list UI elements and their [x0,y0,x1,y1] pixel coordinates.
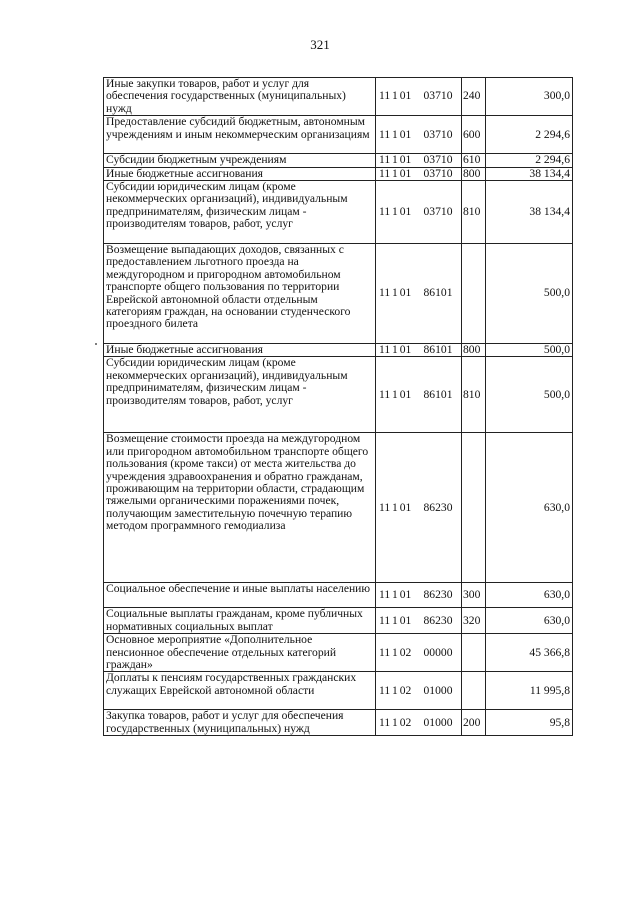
table-row [104,357,573,433]
row-target-code: 03710 [422,181,462,244]
row-amount: 630,0 [486,583,573,608]
table-row [104,167,573,180]
row-target-code: 86101 [422,344,462,357]
row-target-code: 86101 [422,357,462,433]
row-target-code: 86230 [422,583,462,608]
row-expense-type: 800 [462,167,486,180]
row-target-code: 00000 [422,634,462,672]
table-row [104,433,573,583]
row-section-code: 11 1 02 [376,672,422,710]
row-section-code: 11 1 01 [376,116,422,154]
table-row [104,583,573,608]
table-row [104,116,573,154]
row-description: Социальное обеспечение и иные выплаты населению [104,583,376,608]
table-row [104,181,573,244]
row-expense-type [462,634,486,672]
row-expense-type: 810 [462,181,486,244]
row-description: Иные бюджетные ассигнования [104,167,376,180]
row-expense-type: 810 [462,357,486,433]
row-expense-type [462,672,486,710]
row-section-code: 11 1 01 [376,344,422,357]
row-description: Субсидии юридическим лицам (кроме некоммерческих организаций), индивидуальным предпринимателям, физическим лицам - производителям товаров, работ, услуг [104,181,376,244]
row-target-code: 03710 [422,154,462,167]
row-description: Социальные выплаты гражданам, кроме публичных нормативных социальных выплат [104,608,376,634]
row-target-code: 01000 [422,672,462,710]
row-expense-type [462,244,486,344]
row-expense-type: 300 [462,583,486,608]
row-description: Предоставление субсидий бюджетным, автономным учреждениям и иным некоммерческим организациям [104,116,376,154]
table-row [104,244,573,344]
budget-table-body [104,78,573,736]
table-row [104,344,573,357]
row-section-code: 11 1 01 [376,583,422,608]
row-amount: 630,0 [486,433,573,583]
row-section-code: 11 1 01 [376,167,422,180]
row-section-code: 11 1 01 [376,608,422,634]
row-description: Возмещение выпадающих доходов, связанных с предоставлением льготного проезда на междугородном и пригородном автомобильном транспорте общего пользования по территории Еврейской автономной области отдельным категориям граждан, на основании студенческого проездного билета [104,244,376,344]
row-section-code: 11 1 01 [376,181,422,244]
row-section-code: 11 1 02 [376,634,422,672]
row-description: Возмещение стоимости проезда на междугородном или пригородном автомобильном транспорте общего пользования (кроме такси) от места жительства до учреждения здравоохранения и обратно гражданам, проживающим на территории области, страдающим тяжелыми органическими поражениями почек, получающим заместительную почечную терапию методом программного гемодиализа [104,433,376,583]
scan-speck [95,343,97,345]
row-expense-type: 800 [462,344,486,357]
row-expense-type: 240 [462,78,486,116]
row-description: Иные закупки товаров, работ и услуг для обеспечения государственных (муниципальных) нужд [104,78,376,116]
table-row [104,78,573,116]
row-description: Иные бюджетные ассигнования [104,344,376,357]
table-row [104,710,573,736]
row-amount: 500,0 [486,244,573,344]
table-row [104,672,573,710]
row-description: Закупка товаров, работ и услуг для обеспечения государственных (муниципальных) нужд [104,710,376,736]
row-target-code: 86230 [422,433,462,583]
row-amount: 45 366,8 [486,634,573,672]
row-amount: 95,8 [486,710,573,736]
row-section-code: 11 1 01 [376,357,422,433]
row-amount: 2 294,6 [486,116,573,154]
row-description: Доплаты к пенсиям государственных гражданских служащих Еврейской автономной области [104,672,376,710]
row-amount: 2 294,6 [486,154,573,167]
row-target-code: 03710 [422,116,462,154]
row-section-code: 11 1 02 [376,710,422,736]
row-target-code: 86101 [422,244,462,344]
row-section-code: 11 1 01 [376,154,422,167]
row-section-code: 11 1 01 [376,244,422,344]
row-expense-type: 320 [462,608,486,634]
row-section-code: 11 1 01 [376,433,422,583]
row-amount: 300,0 [486,78,573,116]
row-amount: 630,0 [486,608,573,634]
budget-table [103,77,573,736]
row-expense-type: 600 [462,116,486,154]
row-amount: 11 995,8 [486,672,573,710]
row-amount: 38 134,4 [486,167,573,180]
row-target-code: 01000 [422,710,462,736]
row-target-code: 03710 [422,78,462,116]
row-expense-type: 200 [462,710,486,736]
row-description: Основное мероприятие «Дополнительное пенсионное обеспечение отдельных категорий граждан» [104,634,376,672]
table-row [104,154,573,167]
row-amount: 38 134,4 [486,181,573,244]
row-description: Субсидии юридическим лицам (кроме некоммерческих организаций), индивидуальным предпринимателям, физическим лицам - производителям товаров, работ, услуг [104,357,376,433]
row-description: Субсидии бюджетным учреждениям [104,154,376,167]
row-expense-type: 610 [462,154,486,167]
page-number: 321 [310,37,330,52]
row-amount: 500,0 [486,357,573,433]
row-target-code: 03710 [422,167,462,180]
row-target-code: 86230 [422,608,462,634]
table-row [104,608,573,634]
table-row [104,634,573,672]
row-expense-type [462,433,486,583]
row-amount: 500,0 [486,344,573,357]
row-section-code: 11 1 01 [376,78,422,116]
